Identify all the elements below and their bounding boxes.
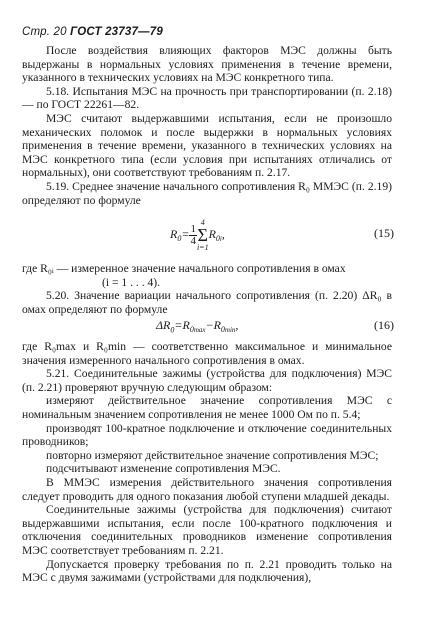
- paragraph: производят 100-кратное подключение и отключение соединительных проводников;: [22, 421, 392, 449]
- paragraph: измеряют действительное значение сопротивления МЭС с номинальным значением сопротивления не менее 1000 Ом по п. 5.4;: [22, 394, 392, 421]
- paragraph: где R₀max и R₀min — соответственно максимальное и минимальное значения измеренного начального сопротивления в омах.: [22, 340, 392, 367]
- paragraph: 5.20. Значение вариации начального сопротивления (п. 2.20) ΔR₀ в омах определяют по формуле: [22, 289, 392, 316]
- paragraph: (i = 1 . . . 4).: [102, 275, 161, 289]
- page-header: [22, 26, 163, 38]
- gost-number: ГОСТ 23737—79: [70, 26, 163, 38]
- paragraph: 5.21. Соединительные зажимы (устройства для подключения) МЭС (п. 2.21) проверяют вручную следующим образом:: [22, 367, 392, 394]
- equation-number: (16): [374, 318, 394, 332]
- formula-15: $R_0=$ $\frac{1}{4}$ 4 Σ i=1 $R_{0i}$,: [170, 218, 225, 252]
- fraction: $\frac{1}{4}$: [190, 222, 196, 247]
- sum-symbol: 4 Σ i=1: [196, 218, 209, 252]
- paragraph: МЭС считают выдержавшими испытания, если не произошло механических поломок и после выдержки в нормальных условиях применения в течение времени, указанного в технических условиях на МЭС конкретного типа (если условия при испытаниях отличались от нормальных), они соответствуют требованиям п. 2.17.: [22, 111, 392, 180]
- formula-16: $\Delta R_0=R_{0max}-R_{0min}$,: [156, 318, 239, 335]
- paragraph: где R₀ᵢ — измеренное значение начального сопротивления в омах: [22, 262, 346, 275]
- paragraph: После воздействия влияющих факторов МЭС должны быть выдержаны в нормальных условиях применения в течение времени, указанного в технических условиях на МЭС конкретного типа.: [22, 44, 392, 85]
- paragraph: повторно измеряют действительное значение сопротивления МЭС;: [46, 448, 379, 462]
- paragraph: Соединительные зажимы (устройства для подключения) считают выдержавшими испытания, если после 100-кратного подключения и отключения соединительных проводников изменение сопротивления МЭС соответствует требованиям п. 2.21.: [22, 503, 392, 557]
- paragraph: подсчитывают изменение сопротивления МЭС.: [46, 462, 281, 476]
- paragraph: 5.19. Среднее значение начального сопротивления R₀ ММЭС (п. 2.19) определяют по формуле: [22, 179, 392, 207]
- body-text: [22, 262, 392, 316]
- paragraph: В ММЭС измерения действительного значения сопротивления следует проводить для одного показания любой ступени младшей декады.: [22, 475, 392, 503]
- equation-number: (15): [374, 226, 394, 240]
- body-text: [22, 44, 392, 207]
- paragraph: 5.18. Испытания МЭС на прочность при транспортировании (п. 2.18) — по ГОСТ 22261—82.: [22, 84, 392, 112]
- paragraph: Допускается проверку требования по п. 2.21 проводить только на МЭС с двумя зажимами (устройствами для подключения),: [22, 557, 392, 585]
- page-number: Стр. 20: [22, 26, 67, 38]
- body-text: [22, 340, 392, 585]
